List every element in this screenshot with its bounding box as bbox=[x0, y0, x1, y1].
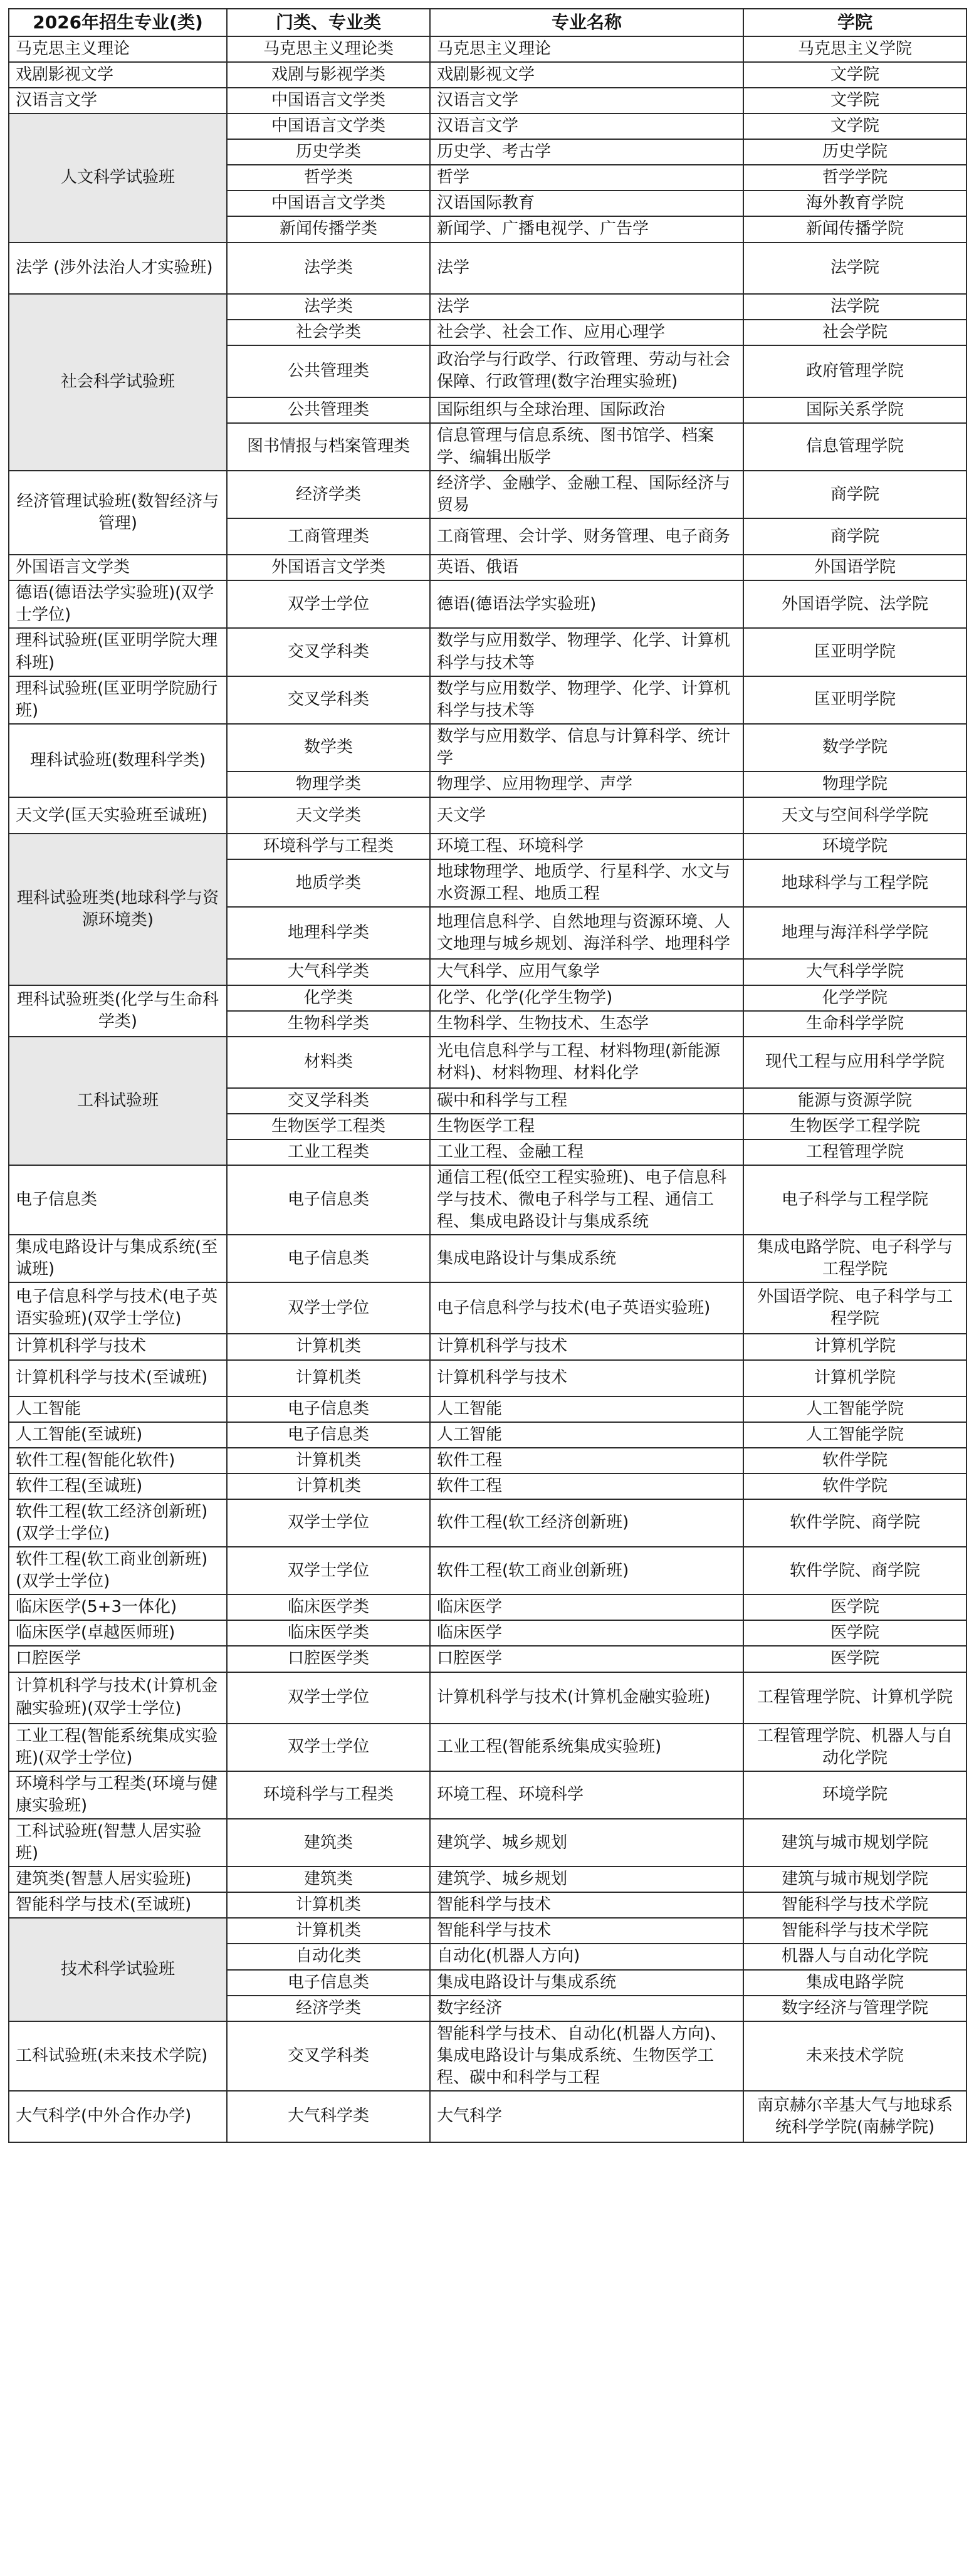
category-cell: 法学类 bbox=[227, 243, 430, 294]
table-row bbox=[9, 1499, 966, 1547]
major-name-cell: 软件工程 bbox=[430, 1448, 743, 1474]
category-cell: 电子信息类 bbox=[227, 1396, 430, 1422]
major-name-cell: 物理学、应用物理学、声学 bbox=[430, 772, 743, 797]
college-cell: 能源与资源学院 bbox=[743, 1088, 966, 1114]
college-cell: 国际关系学院 bbox=[743, 397, 966, 423]
category-cell: 双学士学位 bbox=[227, 580, 430, 628]
table-header bbox=[9, 9, 966, 36]
table-row bbox=[9, 62, 966, 88]
major-name-cell: 环境工程、环境科学 bbox=[430, 1771, 743, 1819]
college-cell: 环境学院 bbox=[743, 834, 966, 859]
table-row bbox=[9, 2091, 966, 2142]
college-cell: 医学院 bbox=[743, 1646, 966, 1672]
category-cell: 计算机类 bbox=[227, 1892, 430, 1918]
table-row bbox=[9, 1892, 966, 1918]
enroll-major-cell: 理科试验班(匡亚明学院大理科班) bbox=[9, 628, 227, 676]
college-cell: 现代工程与应用科学学院 bbox=[743, 1037, 966, 1088]
table-row bbox=[9, 555, 966, 580]
table-row bbox=[9, 1334, 966, 1359]
college-cell: 计算机学院 bbox=[743, 1334, 966, 1359]
table-row bbox=[9, 243, 966, 294]
table-row bbox=[9, 1918, 966, 1944]
college-cell: 商学院 bbox=[743, 518, 966, 555]
enroll-major-cell: 工业工程(智能系统集成实验班)(双学士学位) bbox=[9, 1724, 227, 1771]
enroll-major-cell: 汉语言文学 bbox=[9, 88, 227, 113]
category-cell: 双学士学位 bbox=[227, 1547, 430, 1594]
college-cell: 匡亚明学院 bbox=[743, 676, 966, 724]
category-cell: 历史学类 bbox=[227, 139, 430, 165]
category-cell: 工业工程类 bbox=[227, 1139, 430, 1165]
table-row bbox=[9, 1547, 966, 1594]
category-cell: 计算机类 bbox=[227, 1334, 430, 1359]
college-cell: 集成电路学院 bbox=[743, 1970, 966, 1996]
table-row bbox=[9, 1594, 966, 1620]
major-name-cell: 法学 bbox=[430, 294, 743, 320]
category-cell: 大气科学类 bbox=[227, 2091, 430, 2142]
category-cell: 建筑类 bbox=[227, 1819, 430, 1867]
major-name-cell: 集成电路设计与集成系统 bbox=[430, 1235, 743, 1282]
category-cell: 临床医学类 bbox=[227, 1594, 430, 1620]
category-cell: 戏剧与影视学类 bbox=[227, 62, 430, 88]
enroll-major-cell: 软件工程(软工经济创新班)(双学士学位) bbox=[9, 1499, 227, 1547]
category-cell: 双学士学位 bbox=[227, 1282, 430, 1334]
table-row bbox=[9, 2021, 966, 2091]
table-row bbox=[9, 1396, 966, 1422]
major-name-cell: 德语(德语法学实验班) bbox=[430, 580, 743, 628]
category-cell: 马克思主义理论类 bbox=[227, 36, 430, 62]
table-row bbox=[9, 1646, 966, 1672]
table-row bbox=[9, 1771, 966, 1819]
college-cell: 电子科学与工程学院 bbox=[743, 1165, 966, 1235]
major-name-cell: 大气科学 bbox=[430, 2091, 743, 2142]
category-cell: 建筑类 bbox=[227, 1867, 430, 1892]
table-row bbox=[9, 113, 966, 139]
category-cell: 经济学类 bbox=[227, 1996, 430, 2021]
college-cell: 政府管理学院 bbox=[743, 345, 966, 397]
enroll-major-cell: 工科试验班(未来技术学院) bbox=[9, 2021, 227, 2091]
enroll-major-cell: 社会科学试验班 bbox=[9, 294, 227, 471]
category-cell: 临床医学类 bbox=[227, 1620, 430, 1646]
table-row bbox=[9, 1282, 966, 1334]
major-name-cell: 建筑学、城乡规划 bbox=[430, 1867, 743, 1892]
college-cell: 医学院 bbox=[743, 1594, 966, 1620]
college-cell: 新闻传播学院 bbox=[743, 216, 966, 242]
college-cell: 软件学院 bbox=[743, 1474, 966, 1499]
category-cell: 新闻传播学类 bbox=[227, 216, 430, 242]
table-row bbox=[9, 1165, 966, 1235]
category-cell: 双学士学位 bbox=[227, 1724, 430, 1771]
category-cell: 口腔医学类 bbox=[227, 1646, 430, 1672]
college-cell: 软件学院 bbox=[743, 1448, 966, 1474]
enroll-major-cell: 计算机科学与技术(至诚班) bbox=[9, 1360, 227, 1396]
major-name-cell: 数学与应用数学、物理学、化学、计算机科学与技术等 bbox=[430, 676, 743, 724]
category-cell: 哲学类 bbox=[227, 165, 430, 191]
table-row bbox=[9, 1360, 966, 1396]
major-name-cell: 数学与应用数学、物理学、化学、计算机科学与技术等 bbox=[430, 628, 743, 676]
college-cell: 环境学院 bbox=[743, 1771, 966, 1819]
enroll-major-cell: 戏剧影视文学 bbox=[9, 62, 227, 88]
enroll-major-cell: 临床医学(卓越医师班) bbox=[9, 1620, 227, 1646]
major-name-cell: 软件工程(软工商业创新班) bbox=[430, 1547, 743, 1594]
college-cell: 地球科学与工程学院 bbox=[743, 859, 966, 907]
college-cell: 人工智能学院 bbox=[743, 1396, 966, 1422]
college-cell: 人工智能学院 bbox=[743, 1422, 966, 1448]
table-row bbox=[9, 676, 966, 724]
enroll-major-cell: 口腔医学 bbox=[9, 1646, 227, 1672]
major-name-cell: 历史学、考古学 bbox=[430, 139, 743, 165]
category-cell: 交叉学科类 bbox=[227, 676, 430, 724]
table-row bbox=[9, 724, 966, 772]
major-name-cell: 计算机科学与技术 bbox=[430, 1360, 743, 1396]
category-cell: 中国语言文学类 bbox=[227, 113, 430, 139]
major-name-cell: 自动化(机器人方向) bbox=[430, 1944, 743, 1969]
table-row bbox=[9, 1422, 966, 1448]
college-cell: 商学院 bbox=[743, 471, 966, 518]
major-name-cell: 计算机科学与技术 bbox=[430, 1334, 743, 1359]
table-row bbox=[9, 1724, 966, 1771]
category-cell: 生物医学工程类 bbox=[227, 1114, 430, 1139]
college-cell: 外国语学院、法学院 bbox=[743, 580, 966, 628]
category-cell: 自动化类 bbox=[227, 1944, 430, 1969]
category-cell: 环境科学与工程类 bbox=[227, 1771, 430, 1819]
college-cell: 文学院 bbox=[743, 113, 966, 139]
major-name-cell: 临床医学 bbox=[430, 1620, 743, 1646]
college-cell: 工程管理学院 bbox=[743, 1139, 966, 1165]
college-cell: 外国语学院、电子科学与工程学院 bbox=[743, 1282, 966, 1334]
enroll-major-cell: 马克思主义理论 bbox=[9, 36, 227, 62]
enroll-major-cell: 理科试验班(数理科学类) bbox=[9, 724, 227, 797]
major-name-cell: 政治学与行政学、行政管理、劳动与社会保障、行政管理(数字治理实验班) bbox=[430, 345, 743, 397]
enroll-major-cell: 智能科学与技术(至诚班) bbox=[9, 1892, 227, 1918]
college-cell: 未来技术学院 bbox=[743, 2021, 966, 2091]
category-cell: 计算机类 bbox=[227, 1448, 430, 1474]
major-name-cell: 数学与应用数学、信息与计算科学、统计学 bbox=[430, 724, 743, 772]
category-cell: 公共管理类 bbox=[227, 345, 430, 397]
category-cell: 电子信息类 bbox=[227, 1165, 430, 1235]
category-cell: 环境科学与工程类 bbox=[227, 834, 430, 859]
enroll-major-cell: 人工智能 bbox=[9, 1396, 227, 1422]
major-name-cell: 软件工程 bbox=[430, 1474, 743, 1499]
college-cell: 信息管理学院 bbox=[743, 423, 966, 471]
major-name-cell: 哲学 bbox=[430, 165, 743, 191]
enroll-major-cell: 软件工程(智能化软件) bbox=[9, 1448, 227, 1474]
college-cell: 大气科学学院 bbox=[743, 959, 966, 985]
college-cell: 建筑与城市规划学院 bbox=[743, 1867, 966, 1892]
enroll-major-cell: 环境科学与工程类(环境与健康实验班) bbox=[9, 1771, 227, 1819]
college-cell: 集成电路学院、电子科学与工程学院 bbox=[743, 1235, 966, 1282]
category-cell: 交叉学科类 bbox=[227, 2021, 430, 2091]
enroll-major-cell: 集成电路设计与集成系统(至诚班) bbox=[9, 1235, 227, 1282]
table-row bbox=[9, 294, 966, 320]
major-name-cell: 智能科学与技术 bbox=[430, 1918, 743, 1944]
enroll-major-cell: 经济管理试验班(数智经济与管理) bbox=[9, 471, 227, 555]
major-name-cell: 汉语国际教育 bbox=[430, 191, 743, 216]
college-cell: 智能科学与技术学院 bbox=[743, 1892, 966, 1918]
enroll-major-cell: 软件工程(至诚班) bbox=[9, 1474, 227, 1499]
enroll-major-cell: 理科试验班(匡亚明学院励行班) bbox=[9, 676, 227, 724]
college-cell: 南京赫尔辛基大气与地球系统科学学院(南赫学院) bbox=[743, 2091, 966, 2142]
table-body bbox=[9, 36, 966, 2142]
major-name-cell: 工业工程(智能系统集成实验班) bbox=[430, 1724, 743, 1771]
college-cell: 文学院 bbox=[743, 88, 966, 113]
table-row bbox=[9, 797, 966, 834]
category-cell: 材料类 bbox=[227, 1037, 430, 1088]
college-cell: 智能科学与技术学院 bbox=[743, 1918, 966, 1944]
major-name-cell: 电子信息科学与技术(电子英语实验班) bbox=[430, 1282, 743, 1334]
table-row bbox=[9, 1448, 966, 1474]
enroll-major-cell: 大气科学(中外合作办学) bbox=[9, 2091, 227, 2142]
category-cell: 生物科学类 bbox=[227, 1011, 430, 1037]
major-name-cell: 法学 bbox=[430, 243, 743, 294]
college-cell: 工程管理学院、机器人与自动化学院 bbox=[743, 1724, 966, 1771]
header-row bbox=[9, 9, 966, 36]
major-name-cell: 工业工程、金融工程 bbox=[430, 1139, 743, 1165]
major-name-cell: 生物科学、生物技术、生态学 bbox=[430, 1011, 743, 1037]
major-name-cell: 天文学 bbox=[430, 797, 743, 834]
college-cell: 化学学院 bbox=[743, 985, 966, 1011]
enroll-major-cell: 临床医学(5+3一体化) bbox=[9, 1594, 227, 1620]
major-name-cell: 新闻学、广播电视学、广告学 bbox=[430, 216, 743, 242]
enroll-major-cell: 德语(德语法学实验班)(双学士学位) bbox=[9, 580, 227, 628]
category-cell: 大气科学类 bbox=[227, 959, 430, 985]
category-cell: 双学士学位 bbox=[227, 1499, 430, 1547]
major-name-cell: 化学、化学(化学生物学) bbox=[430, 985, 743, 1011]
major-name-cell: 临床医学 bbox=[430, 1594, 743, 1620]
major-name-cell: 碳中和科学与工程 bbox=[430, 1088, 743, 1114]
category-cell: 中国语言文学类 bbox=[227, 88, 430, 113]
enroll-major-cell: 计算机科学与技术 bbox=[9, 1334, 227, 1359]
major-name-cell: 地理信息科学、自然地理与资源环境、人文地理与城乡规划、海洋科学、地理科学 bbox=[430, 907, 743, 959]
header-category: 门类、专业类 bbox=[227, 9, 430, 36]
major-name-cell: 经济学、金融学、金融工程、国际经济与贸易 bbox=[430, 471, 743, 518]
category-cell: 双学士学位 bbox=[227, 1672, 430, 1724]
college-cell: 天文与空间科学学院 bbox=[743, 797, 966, 834]
college-cell: 数学学院 bbox=[743, 724, 966, 772]
college-cell: 计算机学院 bbox=[743, 1360, 966, 1396]
major-name-cell: 通信工程(低空工程实验班)、电子信息科学与技术、微电子科学与工程、通信工程、集成电路设计与集成系统 bbox=[430, 1165, 743, 1235]
category-cell: 物理学类 bbox=[227, 772, 430, 797]
category-cell: 交叉学科类 bbox=[227, 1088, 430, 1114]
category-cell: 计算机类 bbox=[227, 1360, 430, 1396]
category-cell: 公共管理类 bbox=[227, 397, 430, 423]
college-cell: 外国语学院 bbox=[743, 555, 966, 580]
table-row bbox=[9, 985, 966, 1011]
enroll-major-cell: 电子信息类 bbox=[9, 1165, 227, 1235]
college-cell: 海外教育学院 bbox=[743, 191, 966, 216]
major-name-cell: 马克思主义理论 bbox=[430, 36, 743, 62]
major-name-cell: 英语、俄语 bbox=[430, 555, 743, 580]
major-name-cell: 生物医学工程 bbox=[430, 1114, 743, 1139]
major-name-cell: 计算机科学与技术(计算机金融实验班) bbox=[430, 1672, 743, 1724]
table-row bbox=[9, 1819, 966, 1867]
major-name-cell: 口腔医学 bbox=[430, 1646, 743, 1672]
header-college: 学院 bbox=[743, 9, 966, 36]
major-name-cell: 智能科学与技术 bbox=[430, 1892, 743, 1918]
college-cell: 文学院 bbox=[743, 62, 966, 88]
major-name-cell: 建筑学、城乡规划 bbox=[430, 1819, 743, 1867]
enroll-major-cell: 软件工程(软工商业创新班)(双学士学位) bbox=[9, 1547, 227, 1594]
enroll-major-cell: 外国语言文学类 bbox=[9, 555, 227, 580]
category-cell: 社会学类 bbox=[227, 320, 430, 345]
enroll-major-cell: 理科试验班类(地球科学与资源环境类) bbox=[9, 834, 227, 985]
college-cell: 工程管理学院、计算机学院 bbox=[743, 1672, 966, 1724]
table-row bbox=[9, 1474, 966, 1499]
major-name-cell: 智能科学与技术、自动化(机器人方向)、集成电路设计与集成系统、生物医学工程、碳中和科学与工程 bbox=[430, 2021, 743, 2091]
table-row bbox=[9, 1037, 966, 1088]
enroll-major-cell: 人工智能(至诚班) bbox=[9, 1422, 227, 1448]
category-cell: 中国语言文学类 bbox=[227, 191, 430, 216]
college-cell: 法学院 bbox=[743, 294, 966, 320]
category-cell: 工商管理类 bbox=[227, 518, 430, 555]
college-cell: 建筑与城市规划学院 bbox=[743, 1819, 966, 1867]
enroll-major-cell: 理科试验班类(化学与生命科学类) bbox=[9, 985, 227, 1037]
table-row bbox=[9, 628, 966, 676]
category-cell: 天文学类 bbox=[227, 797, 430, 834]
category-cell: 电子信息类 bbox=[227, 1422, 430, 1448]
college-cell: 社会学院 bbox=[743, 320, 966, 345]
college-cell: 历史学院 bbox=[743, 139, 966, 165]
table-row bbox=[9, 36, 966, 62]
college-cell: 医学院 bbox=[743, 1620, 966, 1646]
enroll-major-cell: 建筑类(智慧人居实验班) bbox=[9, 1867, 227, 1892]
major-name-cell: 工商管理、会计学、财务管理、电子商务 bbox=[430, 518, 743, 555]
college-cell: 匡亚明学院 bbox=[743, 628, 966, 676]
enroll-major-cell: 计算机科学与技术(计算机金融实验班)(双学士学位) bbox=[9, 1672, 227, 1724]
college-cell: 地理与海洋科学学院 bbox=[743, 907, 966, 959]
header-major-name: 专业名称 bbox=[430, 9, 743, 36]
enroll-major-cell: 天文学(匡天实验班至诚班) bbox=[9, 797, 227, 834]
major-name-cell: 汉语言文学 bbox=[430, 113, 743, 139]
header-enroll-major: 2026年招生专业(类) bbox=[9, 9, 227, 36]
major-name-cell: 光电信息科学与工程、材料物理(新能源材料)、材料物理、材料化学 bbox=[430, 1037, 743, 1088]
table-row bbox=[9, 1620, 966, 1646]
major-name-cell: 环境工程、环境科学 bbox=[430, 834, 743, 859]
major-name-cell: 汉语言文学 bbox=[430, 88, 743, 113]
major-name-cell: 集成电路设计与集成系统 bbox=[430, 1970, 743, 1996]
college-cell: 生物医学工程学院 bbox=[743, 1114, 966, 1139]
table-row bbox=[9, 834, 966, 859]
table-row bbox=[9, 471, 966, 518]
college-cell: 哲学学院 bbox=[743, 165, 966, 191]
major-name-cell: 地球物理学、地质学、行星科学、水文与水资源工程、地质工程 bbox=[430, 859, 743, 907]
enroll-major-cell: 工科试验班(智慧人居实验班) bbox=[9, 1819, 227, 1867]
enroll-major-cell: 工科试验班 bbox=[9, 1037, 227, 1165]
table-row bbox=[9, 580, 966, 628]
category-cell: 地理科学类 bbox=[227, 907, 430, 959]
major-name-cell: 人工智能 bbox=[430, 1422, 743, 1448]
major-name-cell: 大气科学、应用气象学 bbox=[430, 959, 743, 985]
major-name-cell: 国际组织与全球治理、国际政治 bbox=[430, 397, 743, 423]
category-cell: 化学类 bbox=[227, 985, 430, 1011]
college-cell: 软件学院、商学院 bbox=[743, 1499, 966, 1547]
major-name-cell: 信息管理与信息系统、图书馆学、档案学、编辑出版学 bbox=[430, 423, 743, 471]
college-cell: 生命科学学院 bbox=[743, 1011, 966, 1037]
category-cell: 计算机类 bbox=[227, 1918, 430, 1944]
table-row bbox=[9, 1672, 966, 1724]
table-row bbox=[9, 1867, 966, 1892]
major-name-cell: 社会学、社会工作、应用心理学 bbox=[430, 320, 743, 345]
college-cell: 法学院 bbox=[743, 243, 966, 294]
major-name-cell: 数字经济 bbox=[430, 1996, 743, 2021]
major-name-cell: 软件工程(软工经济创新班) bbox=[430, 1499, 743, 1547]
college-cell: 机器人与自动化学院 bbox=[743, 1944, 966, 1969]
majors-table bbox=[8, 8, 967, 2143]
enroll-major-cell: 法学 (涉外法治人才实验班) bbox=[9, 243, 227, 294]
category-cell: 交叉学科类 bbox=[227, 628, 430, 676]
category-cell: 外国语言文学类 bbox=[227, 555, 430, 580]
enroll-major-cell: 电子信息科学与技术(电子英语实验班)(双学士学位) bbox=[9, 1282, 227, 1334]
major-name-cell: 人工智能 bbox=[430, 1396, 743, 1422]
college-cell: 数字经济与管理学院 bbox=[743, 1996, 966, 2021]
category-cell: 图书情报与档案管理类 bbox=[227, 423, 430, 471]
category-cell: 法学类 bbox=[227, 294, 430, 320]
category-cell: 数学类 bbox=[227, 724, 430, 772]
category-cell: 地质学类 bbox=[227, 859, 430, 907]
table-row bbox=[9, 1235, 966, 1282]
enroll-major-cell: 技术科学试验班 bbox=[9, 1918, 227, 2021]
table-row bbox=[9, 88, 966, 113]
college-cell: 软件学院、商学院 bbox=[743, 1547, 966, 1594]
enroll-major-cell: 人文科学试验班 bbox=[9, 113, 227, 242]
category-cell: 电子信息类 bbox=[227, 1970, 430, 1996]
category-cell: 计算机类 bbox=[227, 1474, 430, 1499]
major-name-cell: 戏剧影视文学 bbox=[430, 62, 743, 88]
college-cell: 马克思主义学院 bbox=[743, 36, 966, 62]
category-cell: 经济学类 bbox=[227, 471, 430, 518]
category-cell: 电子信息类 bbox=[227, 1235, 430, 1282]
college-cell: 物理学院 bbox=[743, 772, 966, 797]
